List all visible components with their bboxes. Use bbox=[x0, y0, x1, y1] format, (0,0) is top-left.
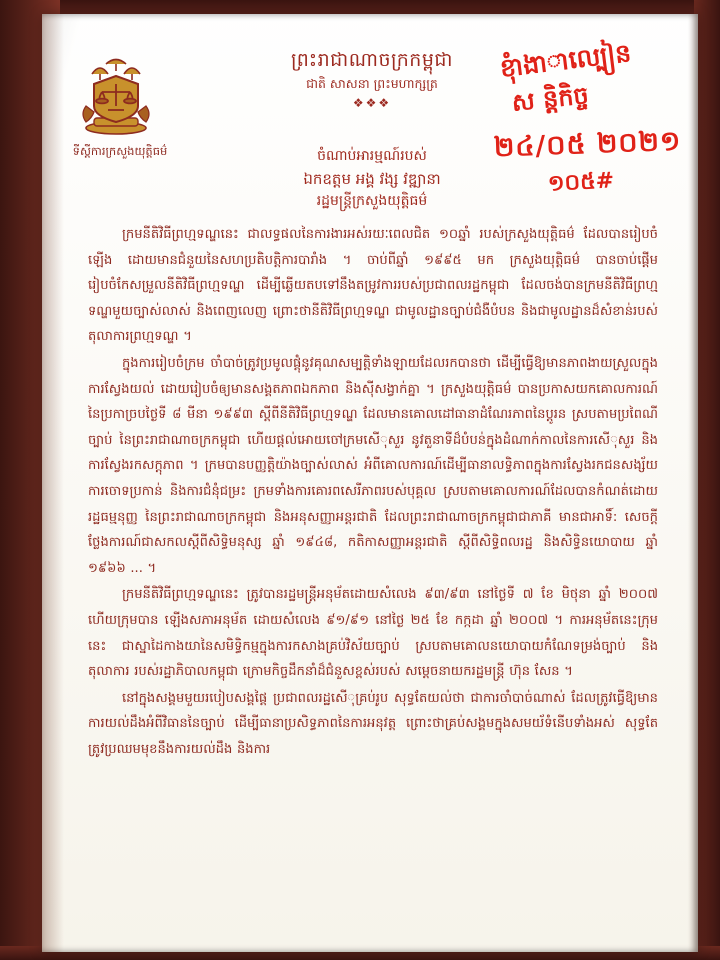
ministry-label: ទីស្ដីការក្រសួងយុត្តិធម៌ bbox=[72, 144, 168, 158]
document-subtitle-line-2: ឯកឧត្តម អង្គ វង្ស វឌ្ឍានា bbox=[303, 169, 441, 188]
paper-sheet bbox=[42, 14, 698, 952]
page-title: ព្រះរាជាណាចក្រកម្ពុជា bbox=[291, 49, 453, 71]
annotation-line-1: ខុំាងាាល្បៀន bbox=[498, 38, 633, 83]
document-body bbox=[88, 222, 658, 763]
annotation-date: ២៤/០៥ ២០២១ bbox=[493, 125, 682, 164]
document-subtitle-line-3: រដ្ឋមន្ត្រីក្រសួងយុត្តិធម៌ bbox=[316, 192, 428, 209]
paragraph: ក្រមនីតិវិធីព្រហ្មទណ្ឌនេះ ត្រូវបានរដ្ឋមន្ត្រីអនុម័តដោយសំលេង ៩៣/៩៣ នៅថ្ងៃទី ៧ ខែ មិថុនា ឆ្នាំ ២០០៧ ហើយក្រុមបាន ឡើងសភាអនុម័ត ដោយសំលេង ៩១/៩១ នៅថ្ងៃ ២៥ ខែ កក្កដា ឆ្នាំ ២០០៧ ។ ការអនុម័តនេះក្រុមនេះ ជាស្នាដៃកាងយានៃសមិទ្ធិកម្មក្នុងការកសាងគ្រប់វិស័យច្បាប់ ស្របតាមគោលនយោបាយកំណែទម្រង់ច្បាប់ និងតុលាការ របស់រដ្ឋាភិបាលកម្ពុជា ក្រោមកិច្ចដឹកនាំដ៏ជំនួសខ្ពស់របស់ សម្ដេចនាយករដ្ឋមន្ត្រី ហ៊ុន សែន ។ bbox=[88, 587, 658, 680]
handwritten-annotation bbox=[482, 40, 692, 230]
document-subtitle-line-1: ចំណាប់អារម្មណ៍របស់ bbox=[317, 148, 427, 164]
paragraph: នៅក្នុងសង្គមមួយរបៀបសង្គផ្ដៃ ប្រជាពលរដ្ឋសេីុគ្រប់រូប សុទ្ធតែយល់ថា ជាការចាំបាច់ណាស់ ដែលត្រូវធ្វើឱ្យមានការយល់ដឹងអំពីវិធាននៃច្បាប់ ដើម្បីធានាប្រសិទ្ធភាពនៃការអនុវត្ត ព្រោះថាគ្រប់សង្គមក្នុងសមយ័ទំនេីបទាំងអស់ សុទ្ធតែត្រូវប្រឈមមុខនឹងការយល់ដឹង និងការ bbox=[88, 690, 658, 757]
cambodia-royal-emblem-icon bbox=[72, 54, 160, 142]
document-header bbox=[42, 14, 698, 209]
paragraph: ក្នុងការរៀបចំក្រម ចាំបាច់ត្រូវប្រមូលផ្ដុំនូវគុណសម្បត្តិទាំងឡាយដែលរកបានថា ដើម្បីធ្វើឱ្យមានភាពងាយស្រួលក្នុងការស្វែងយល់ ដោយរៀបចំឲ្យមានសង្គតភាព​ឯកភាព និងសុីសង្វាក់គ្នា ។ ក្រសួងយុត្តិធម៌ បានប្រកាសយកគោលការណ៍នៃប្រកាច្របថ្ងៃទី ៨ មីនា ១៩៩៣ ស្ដីពីនីតិវិធីព្រហ្មទណ្ឌ ដែលមានគោលដៅធានាដំណែរភាពនៃប្ដូរន ស្របតាមប្រពៃណីច្បាប់ នៃព្រះរាជាណាចក្រកម្ពុជា ហើយផ្ដល់អោយចៅក្រមសេីុសួរ នូវតួនាទីដ៏បំបន់ក្នុងដំណាក់កាលនៃការសេីុសួរ និងការស្វែងរកសក្ដុភាព ។ ក្រមបានបញ្ញត្តិយ៉ាងច្បាស់លាស់ អំពីគោលការណ៍ដើម្បីធានាលទ្ធិភាពក្នុងការស្វែងរកជនសង្ស័យ ការចោទប្រកាន់ និងការជំនុំជម្រះ ក្រមទាំងការគោរពសេរីភាពរបស់បុគ្គល ស្របតាមគោលការណ៍ដែលបានកំណត់ដោយរដ្ឋធម្មនុញ្ញ នៃព្រះរាជាណាចក្រកម្ពុជា និងអនុសញ្ញាអន្តរជាតិ ដែលព្រះរាជាណាចក្រកម្ពុជាជាភាគី មានជាអាទិ៍: សេចក្ដីថ្លែងការណ៍ជាសកលស្ដីពីសិទ្ធិមនុស្ស ឆ្នាំ ១៩៤៨, កតិកាសញ្ញាអន្តរជាតិ ស្ដីពីសិទ្ធិពលរដ្ឋ និងសិទ្ធិនយោបាយ ឆ្នាំ ១៩៦៦ ... ។ bbox=[88, 355, 658, 576]
annotation-number: ១០៥# bbox=[547, 167, 615, 197]
national-motto: ជាតិ សាសនា ព្រះមហាក្សត្រ bbox=[306, 76, 438, 91]
paragraph: ក្រមនីតិវិធីព្រហ្មទណ្ឌនេះ ជាលទ្ធផលនៃការងារអស់រយៈពេលជិត ១០ឆ្នាំ របស់ក្រសួងយុត្តិធម៌ ដែលបានរៀបចំឡើង ដោយមានជំនួយនៃសហប្រតិបត្តិការបារាំង ។ ចាប់ពីឆ្នាំ ១៩៩៥ មក ក្រសួងយុត្តិធម៌ បានចាប់ផ្ដើមរៀបចំកែសម្រួលនីតិវិធីព្រហ្មទណ្ឌ ដើម្បីឆ្លើយតបទៅនឹងតម្រូវការរបស់ប្រជាពលរដ្ឋកម្ពុជា ដែលចង់បានក្រមនីតិវិធីព្រហ្មទណ្ឌមួយច្បាស់លាស់ និងពេញលេញ ព្រោះថានីតិវិធីព្រហ្មទណ្ឌ ជាមូលដ្ឋានច្បាប់ជំងឺបំបន និងជាមូលដ្ឋានដ៏សំខាន់របស់តុលាការព្រហ្មទណ្ឌ ។ bbox=[88, 227, 658, 345]
annotation-line-2: ស ន្តិកិច្ច bbox=[510, 80, 590, 117]
motto-divider-ornament: ❖❖❖ bbox=[352, 96, 392, 110]
